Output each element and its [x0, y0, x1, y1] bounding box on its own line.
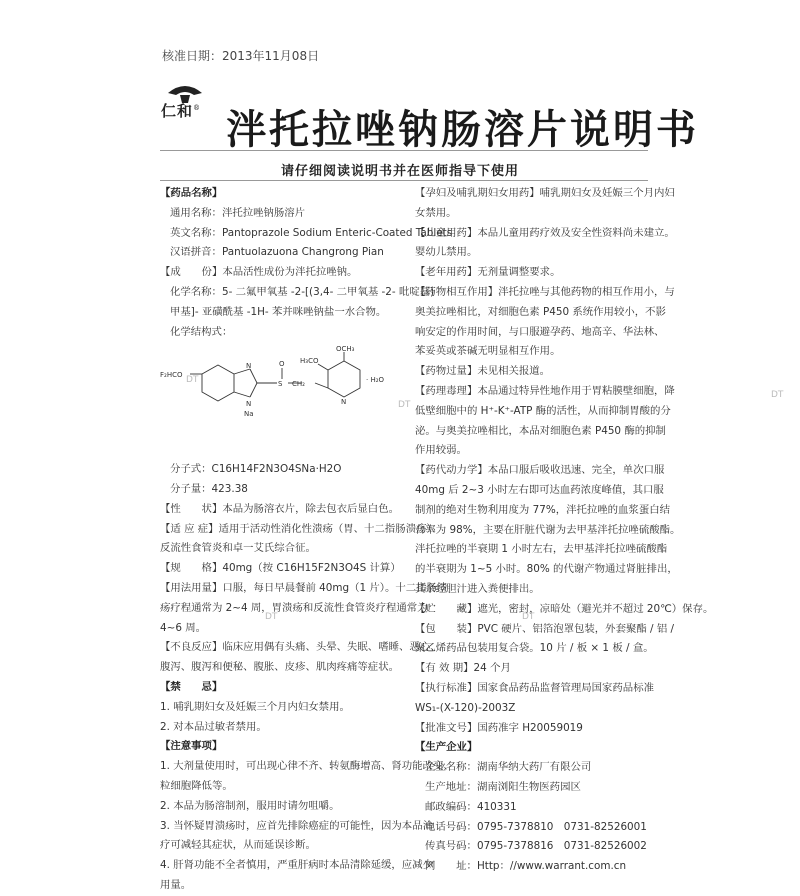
text-line: 【药物过量】未见相关报道。 [415, 365, 551, 378]
text-line: 【包 装】PVC 硬片、铝箔泡罩包装，外套聚酯 / 铝 / [415, 622, 675, 635]
text-line: 【成 份】本品活性成份为泮托拉唑钠。 [160, 266, 358, 279]
text-line: 3. 当怀疑胃溃疡时，应首先排除癌症的可能性，因为本品治 [160, 819, 433, 832]
text-line: 邮政编码：410331 [425, 800, 517, 813]
text-line: 2. 本品为肠溶制剂，服用时请勿咀嚼。 [160, 799, 340, 812]
text-line: 【老年用药】无剂量调整要求。 [415, 266, 561, 279]
watermark-1: DT [186, 375, 199, 385]
text-line: 【有 效 期】24 个月 [415, 662, 511, 675]
text-line: 【性 状】本品为肠溶衣片，除去包衣后显白色。 [160, 502, 399, 515]
text-line: 【药物相互作用】泮托拉唑与其他药物的相互作用小，与 [415, 285, 675, 298]
text-line: 的半衰期为 1~5 小时。80% 的代谢产物通过肾脏排出， [415, 563, 678, 576]
text-line: 化学结构式： [170, 325, 233, 338]
n-label: N [246, 362, 252, 371]
h3co-label: H₃CO [300, 357, 319, 366]
text-line: WS₁-(X-120)-2003Z [415, 701, 516, 714]
subtitle: 请仔细阅读说明书并在医师指导下使用 [280, 164, 519, 179]
section-heading: 【生产企业】 [415, 741, 478, 754]
document-title: 泮托拉唑钠肠溶片说明书 [226, 106, 699, 153]
och3-label: OCH₃ [336, 345, 355, 354]
text-line: 粒细胞降低等。 [160, 779, 233, 792]
text-line: 婴幼儿禁用。 [415, 246, 478, 259]
text-line: 作用较弱。 [415, 444, 467, 457]
text-line: 疡疗程通常为 2~4 周，胃溃疡和反流性食管炎疗程通常为 [160, 601, 428, 614]
text-line: 女禁用。 [415, 206, 457, 219]
text-line: 4. 肝肾功能不全者慎用，严重肝病时本品清除延缓，应减少 [160, 859, 433, 872]
text-line: 苯妥英或茶碱无明显相互作用。 [415, 345, 561, 358]
text-line: 聚乙烯药品包装用复合袋。10 片 / 板 × 1 板 / 盒。 [415, 642, 654, 655]
text-line: 分子式：C16H14F2N3O4SNa·H2O [170, 463, 342, 476]
text-line: 【药理毒理】本品通过特异性地作用于胃粘膜壁细胞，降 [415, 384, 675, 397]
text-line: 奥美拉唑相比，对细胞色素 P450 系统作用较小，不影 [415, 305, 666, 318]
text-line: 【批准文号】国药准字 H20059019 [415, 721, 583, 734]
text-line: 企业名称：湖南华纳大药厂有限公司 [425, 761, 592, 774]
n-na-label: N [246, 400, 252, 409]
text-line: 分子量：423.38 [170, 482, 248, 495]
text-line: 1. 哺乳期妇女及妊娠三个月内妇女禁用。 [160, 700, 350, 713]
text-line: 泌。与奥美拉唑相比，本品对细胞色素 P450 酶的抑制 [415, 424, 666, 437]
text-line: 用量。 [160, 878, 192, 891]
pyridine-n-label: N [341, 398, 347, 407]
approval-date: 核准日期：2013年11月08日 [162, 49, 320, 63]
text-line: 响安定的作用时间，与口服避孕药、地高辛、华法林、 [415, 325, 665, 338]
text-line: 疗可减轻其症状，从而延误诊断。 [160, 839, 316, 852]
text-line: 电话号码：0795-7378810 0731-82526001 [425, 820, 647, 833]
watermark-3: DT [771, 390, 784, 400]
text-line: 【适 应 症】适用于活动性消化性溃疡（胃、十二指肠溃疡）、 [160, 522, 442, 535]
text-line: 传真号码：0795-7378816 0731-82526002 [425, 840, 647, 853]
text-line: 反流性食管炎和卓一艾氏综合征。 [160, 542, 316, 555]
watermark-4: DT [265, 612, 278, 622]
brand-name: 仁和® [161, 102, 202, 120]
water-label: · H₂O [366, 376, 385, 385]
text-line: 【孕妇及哺乳期妇女用药】哺乳期妇女及妊娠三个月内妇 [415, 187, 675, 199]
section-heading: 【禁 忌】 [160, 680, 223, 693]
section-heading: 【药品名称】 [160, 187, 223, 199]
text-line: 汉语拼音：Pantuolazuona Changrong Pian [170, 246, 384, 259]
text-line: 【药代动力学】本品口服后吸收迅速、完全，单次口服 [415, 464, 665, 477]
text-line: 【用法用量】口服，每日早晨餐前 40mg（1 片）。十二指肠溃 [160, 581, 448, 594]
text-line: 4~6 周。 [160, 621, 207, 634]
text-line: 【规 格】40mg（按 C16H15F2N3O4S 计算） [160, 562, 401, 575]
text-line: 【执行标准】国家食品药品监督管理局国家药品标准 [415, 681, 654, 694]
text-line: 化学名称：5- 二氟甲氧基 -2-[(3,4- 二甲氧基 -2- 吡啶基) [170, 285, 435, 298]
text-line: 英文名称：Pantoprazole Sodium Enteric-Coated Tablets [170, 226, 453, 239]
text-line: 【不良反应】临床应用偶有头痛、头晕、失眠、嗜睡、恶心、 [160, 641, 441, 654]
text-line: 制剂的绝对生物利用度为 77%，泮托拉唑的血浆蛋白结 [415, 503, 670, 516]
text-line: 合率为 98%，主要在肝脏代谢为去甲基泮托拉唑硫酸酯。 [415, 523, 681, 536]
text-line: 【儿童用药】本品儿童用药疗效及安全性资料尚未建立。 [415, 226, 675, 239]
watermark-2: DT [398, 400, 411, 410]
text-line: 通用名称：泮托拉唑钠肠溶片 [170, 206, 306, 219]
s-label: S [278, 380, 283, 389]
text-line: 甲基]- 亚磺酰基 -1H- 苯并咪唑钠盐一水合物。 [170, 305, 387, 318]
text-line: 泮托拉唑的半衰期 1 小时左右，去甲基泮托拉唑硫酸酯 [415, 543, 668, 556]
ch2-label: CH₂ [292, 380, 305, 389]
f2hco-label: F₂HCO [160, 371, 183, 380]
text-line: 其余经胆汁进入粪便排出。 [415, 582, 540, 595]
text-line: 腹泻、腹泻和便秘、腹胀、皮疹、肌肉疼痛等症状。 [160, 661, 399, 674]
section-heading: 【注意事项】 [160, 740, 223, 753]
o-label: O [279, 360, 285, 369]
title-rule [160, 150, 648, 151]
text-line: 网 址：Http：//www.warrant.com.cn [425, 860, 627, 873]
na-label: Na [244, 410, 254, 419]
chemical-structure-diagram [160, 342, 400, 452]
watermark-5: DT [522, 612, 535, 622]
text-line: 1. 大剂量使用时，可出现心律不齐、转氨酶增高、肾功能改变、 [160, 760, 454, 773]
text-line: 低壁细胞中的 H⁺-K⁺-ATP 酶的活性，从而抑制胃酸的分 [415, 404, 671, 417]
text-line: 生产地址：湖南浏阳生物医药园区 [425, 780, 581, 793]
text-line: 40mg 后 2~3 小时左右即可达血药浓度峰值，其口服 [415, 483, 664, 496]
text-line: 2. 对本品过敏者禁用。 [160, 720, 267, 733]
right-column [415, 184, 714, 877]
text-line: 【贮 藏】遮光，密封，凉暗处（避光并不超过 20℃）保存。 [415, 602, 714, 615]
subtitle-rule [160, 180, 648, 181]
